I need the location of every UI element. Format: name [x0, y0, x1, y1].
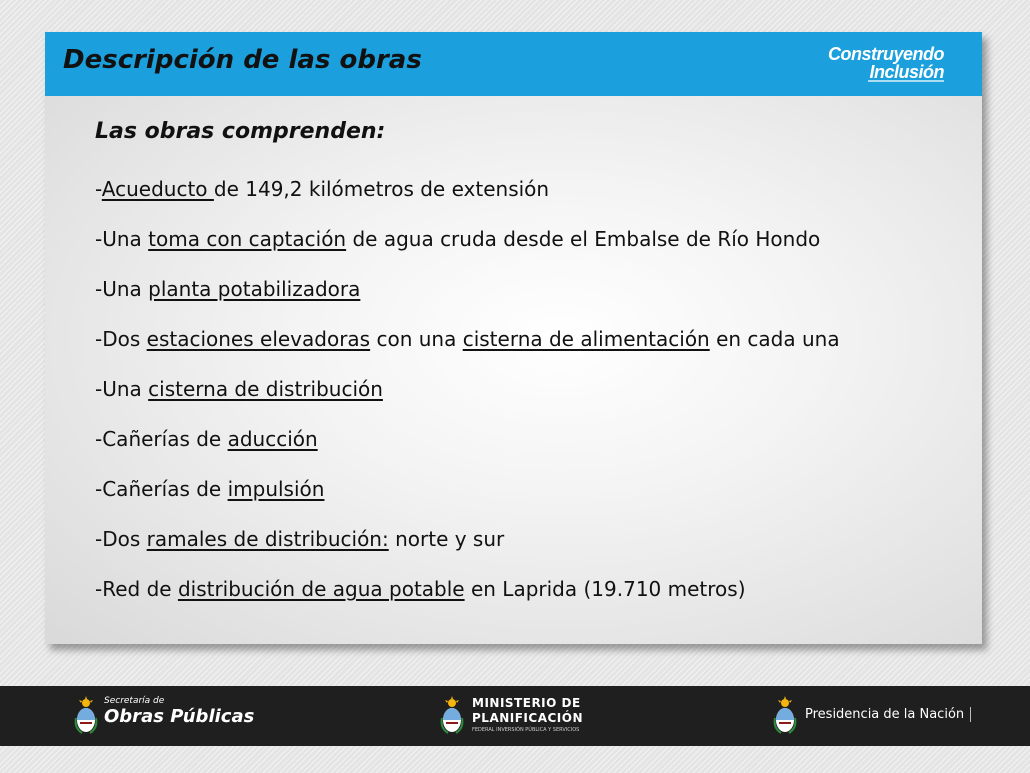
item-text: -Una	[95, 377, 149, 401]
works-list	[95, 172, 951, 606]
underlined-term: ramales de distribución:	[146, 527, 389, 551]
planificacion-label: PLANIFICACIÓN	[472, 711, 584, 725]
works-list-item	[95, 572, 951, 606]
underlined-term: planta potabilizadora	[148, 277, 361, 301]
argentina-coat-of-arms-icon	[440, 696, 464, 736]
ministerio-label: MINISTERIO DE	[472, 696, 581, 710]
works-content	[95, 116, 951, 606]
item-text: de 149,2 kilómetros de extensión	[213, 177, 550, 201]
brand-line2: Inclusión	[869, 62, 944, 82]
works-list-item	[95, 522, 951, 556]
item-text: -Una	[95, 277, 149, 301]
item-text: -Cañerías de	[95, 427, 228, 451]
argentina-coat-of-arms-icon	[773, 696, 797, 736]
secretaria-obras-publicas-logo	[74, 694, 254, 738]
item-text: -	[95, 177, 102, 201]
brand-line1: Construyendo	[827, 44, 944, 64]
intro-heading: Las obras comprenden:	[95, 119, 386, 144]
title-bar	[45, 32, 982, 96]
works-list-item	[95, 422, 951, 456]
works-list-item	[95, 322, 951, 356]
item-text: -Dos	[95, 527, 147, 551]
ministerio-planificacion-logo	[440, 694, 610, 738]
footer-bar	[0, 686, 1030, 746]
works-list-item	[95, 472, 951, 506]
item-text: de agua cruda desde el Embalse de Río Hondo	[346, 227, 821, 251]
underlined-term: aducción	[227, 427, 318, 451]
argentina-coat-of-arms-icon	[74, 696, 98, 736]
slide-panel	[45, 32, 982, 644]
presidencia-logo	[773, 694, 973, 738]
underlined-term: distribución de agua potable	[177, 577, 465, 601]
construyendo-inclusion-logo	[808, 44, 948, 84]
underlined-term: cisterna de distribución	[148, 377, 383, 401]
item-text: en cada una	[709, 327, 840, 351]
item-text: -Una	[95, 227, 149, 251]
item-text: norte y sur	[388, 527, 505, 551]
item-text: con una	[370, 327, 463, 351]
item-text: -Cañerías de	[95, 477, 228, 501]
works-list-item	[95, 222, 951, 256]
obras-publicas-label: Obras Públicas	[104, 706, 255, 727]
secretaria-label: Secretaría de	[104, 696, 165, 706]
presidencia-label: Presidencia de la Nación	[805, 707, 971, 722]
item-text: en Laprida (19.710 metros)	[464, 577, 746, 601]
ministerio-subtitle: FEDERAL INVERSIÓN PÚBLICA Y SERVICIOS	[472, 727, 580, 733]
works-list-item	[95, 272, 951, 306]
works-list-item	[95, 172, 951, 206]
slide-title: Descripción de las obras	[63, 45, 422, 75]
underlined-term: toma con captación	[148, 227, 347, 251]
item-text: -Red de	[95, 577, 178, 601]
works-list-item	[95, 372, 951, 406]
underlined-term: estaciones elevadoras	[146, 327, 371, 351]
underlined-term: impulsión	[227, 477, 325, 501]
underlined-term: cisterna de alimentación	[462, 327, 710, 351]
underlined-term: Acueducto	[101, 177, 214, 201]
item-text: -Dos	[95, 327, 147, 351]
